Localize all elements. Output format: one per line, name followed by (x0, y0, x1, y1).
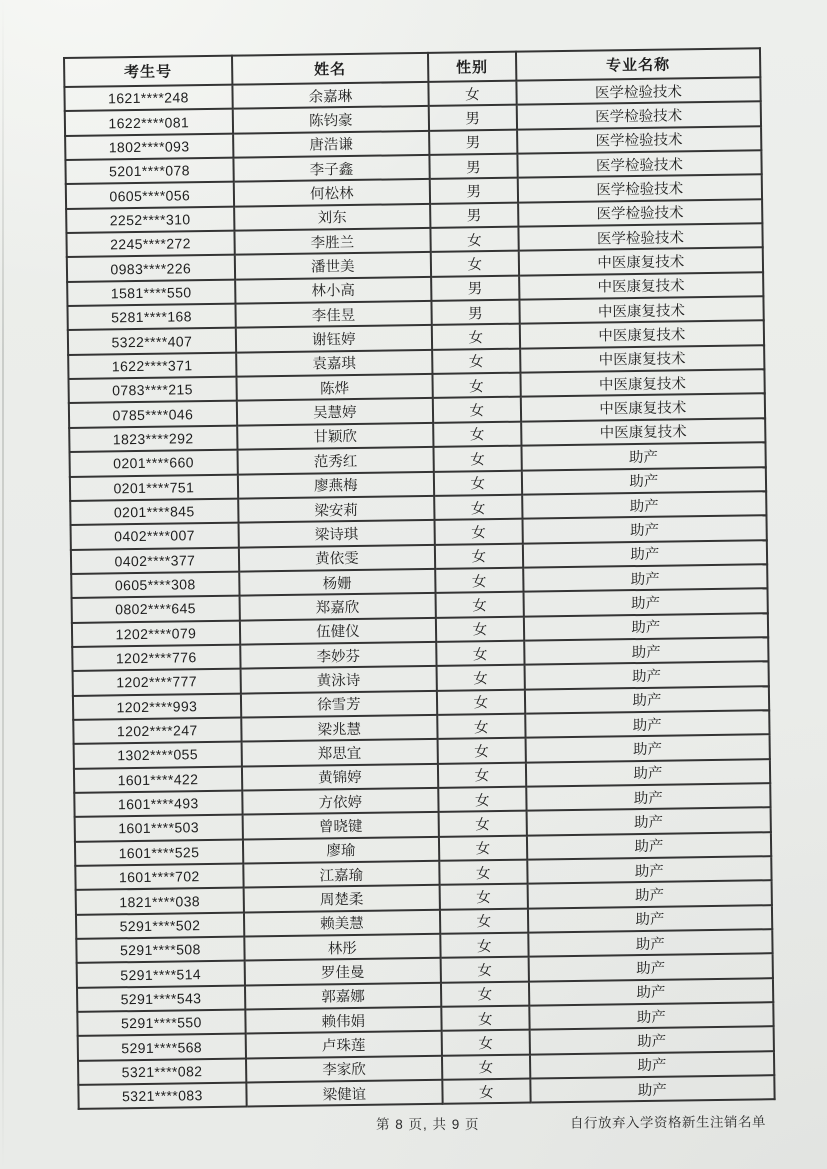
cell-gender: 女 (440, 908, 528, 934)
cell-gender: 男 (429, 105, 517, 131)
cell-gender: 男 (430, 178, 518, 204)
cell-name: 李子鑫 (233, 155, 430, 182)
cell-major: 中医康复技术 (520, 394, 765, 422)
cell-name: 江嘉瑜 (243, 861, 440, 888)
cell-candidate-no: 0402****377 (71, 547, 239, 574)
cell-candidate-no: 5291****543 (77, 985, 245, 1012)
cell-gender: 男 (430, 202, 518, 228)
table-body (64, 77, 774, 1109)
cell-gender: 男 (429, 129, 517, 155)
cell-candidate-no: 2252****310 (66, 206, 234, 233)
cell-name: 李佳昱 (235, 301, 432, 328)
cell-gender: 男 (431, 300, 519, 326)
cell-candidate-no: 1601****525 (75, 839, 243, 866)
cell-gender: 女 (437, 714, 525, 740)
cell-gender: 女 (439, 835, 527, 861)
cell-major: 中医康复技术 (518, 248, 763, 276)
cell-major: 助产 (527, 856, 772, 884)
cell-gender: 男 (431, 275, 519, 301)
cell-candidate-no: 2245****272 (66, 231, 234, 258)
cell-major: 助产 (524, 661, 769, 689)
cell-gender: 女 (434, 494, 522, 520)
cell-major: 助产 (529, 978, 774, 1006)
cell-name: 罗佳曼 (244, 958, 441, 985)
cell-name: 郭嘉娜 (245, 983, 442, 1010)
cell-major: 中医康复技术 (519, 296, 764, 324)
cell-name: 袁嘉琪 (236, 350, 433, 377)
cell-major: 助产 (522, 515, 767, 543)
cell-gender: 女 (441, 981, 529, 1007)
cell-name: 刘东 (234, 204, 431, 231)
cell-candidate-no: 0783****215 (68, 377, 236, 404)
cell-major: 助产 (523, 564, 768, 592)
cell-major: 助产 (529, 1002, 774, 1030)
cell-candidate-no: 0201****845 (70, 498, 238, 525)
cell-name: 余嘉琳 (232, 82, 429, 109)
cell-candidate-no: 5281****168 (67, 304, 235, 331)
cell-candidate-no: 5321****083 (78, 1083, 246, 1110)
cell-name: 郑嘉欣 (239, 593, 436, 620)
cell-major: 助产 (527, 881, 772, 909)
cell-major: 中医康复技术 (519, 272, 764, 300)
cell-major: 助产 (530, 1075, 775, 1103)
cell-candidate-no: 0605****308 (71, 571, 239, 598)
cell-name: 梁兆慧 (241, 715, 438, 742)
document-title: 自行放弃入学资格新生注销名单 (569, 1114, 767, 1131)
cell-gender: 女 (433, 397, 521, 423)
cell-gender: 女 (442, 1079, 530, 1105)
cell-major: 助产 (523, 540, 768, 568)
cell-major: 助产 (524, 637, 769, 665)
cell-major: 助产 (525, 734, 770, 762)
cell-major: 中医康复技术 (520, 345, 765, 373)
cell-gender: 女 (431, 251, 519, 277)
cell-gender: 女 (436, 616, 524, 642)
cell-candidate-no: 1581****550 (67, 279, 235, 306)
cell-name: 曾晓键 (242, 812, 439, 839)
cell-candidate-no: 1601****493 (74, 791, 242, 818)
cell-name: 陈烨 (236, 374, 433, 401)
cell-gender: 女 (440, 884, 528, 910)
cell-candidate-no: 1202****993 (73, 693, 241, 720)
cell-candidate-no: 1302****055 (74, 742, 242, 769)
cell-name: 梁诗琪 (238, 520, 435, 547)
cell-name: 徐雪芳 (241, 690, 438, 717)
cell-candidate-no: 5321****082 (78, 1058, 246, 1085)
cell-candidate-no: 1802****093 (65, 133, 233, 160)
cell-name: 林彤 (244, 934, 441, 961)
cell-candidate-no: 5322****407 (68, 328, 236, 355)
cell-candidate-no: 1601****702 (75, 864, 243, 891)
cell-gender: 女 (442, 1054, 530, 1080)
cell-gender: 女 (437, 689, 525, 715)
cell-gender: 女 (439, 860, 527, 886)
cell-gender: 女 (435, 568, 523, 594)
cell-gender: 女 (435, 543, 523, 569)
cell-major: 助产 (528, 954, 773, 982)
cell-major: 医学检验技术 (517, 150, 762, 178)
cell-major: 助产 (525, 710, 770, 738)
cell-candidate-no: 5291****502 (76, 912, 244, 939)
cell-gender: 女 (433, 446, 521, 472)
cell-major: 医学检验技术 (517, 175, 762, 203)
cell-name: 李胜兰 (234, 228, 431, 255)
cell-gender: 女 (434, 470, 522, 496)
page-indicator: 第 8 页, 共 9 页 (376, 1117, 480, 1132)
cell-gender: 女 (436, 641, 524, 667)
cell-major: 助产 (526, 783, 771, 811)
col-header-major: 专业名称 (516, 48, 761, 80)
cell-major: 医学检验技术 (518, 223, 763, 251)
cell-major: 助产 (522, 491, 767, 519)
cell-candidate-no: 0402****007 (71, 523, 239, 550)
cell-major: 医学检验技术 (518, 199, 763, 227)
cell-major: 助产 (528, 929, 773, 957)
cell-major: 助产 (523, 588, 768, 616)
cell-candidate-no: 1202****777 (73, 669, 241, 696)
cell-major: 中医康复技术 (521, 418, 766, 446)
cell-major: 助产 (530, 1051, 775, 1079)
cell-gender: 女 (438, 787, 526, 813)
cell-gender: 女 (435, 519, 523, 545)
cell-name: 赖美慧 (244, 910, 441, 937)
cell-candidate-no: 1621****248 (64, 85, 232, 112)
student-roster-table (63, 47, 776, 1110)
cell-major: 助产 (526, 808, 771, 836)
cell-candidate-no: 1202****776 (72, 644, 240, 671)
cell-major: 助产 (525, 686, 770, 714)
cell-name: 梁健谊 (246, 1080, 443, 1107)
cell-candidate-no: 1622****081 (65, 109, 233, 136)
cell-name: 黄锦婷 (242, 763, 439, 790)
cell-gender: 女 (432, 348, 520, 374)
cell-gender: 女 (433, 421, 521, 447)
cell-major: 助产 (524, 613, 769, 641)
cell-candidate-no: 0605****056 (66, 182, 234, 209)
cell-major: 医学检验技术 (517, 126, 762, 154)
cell-name: 李妙芬 (240, 642, 437, 669)
cell-major: 助产 (521, 442, 766, 470)
cell-candidate-no: 5201****078 (65, 158, 233, 185)
cell-gender: 女 (437, 665, 525, 691)
cell-name: 林小高 (235, 277, 432, 304)
cell-name: 陈钧豪 (232, 106, 429, 133)
cell-name: 黄泳诗 (240, 666, 437, 693)
cell-name: 廖燕梅 (238, 471, 435, 498)
cell-candidate-no: 0983****226 (67, 255, 235, 282)
cell-gender: 女 (428, 81, 516, 107)
cell-gender: 女 (440, 933, 528, 959)
cell-name: 梁安莉 (238, 496, 435, 523)
cell-name: 甘颖欣 (237, 423, 434, 450)
cell-name: 廖瑜 (243, 836, 440, 863)
cell-gender: 女 (436, 592, 524, 618)
cell-gender: 女 (432, 324, 520, 350)
cell-name: 潘世美 (235, 252, 432, 279)
cell-candidate-no: 5291****550 (77, 1010, 245, 1037)
cell-name: 周楚柔 (243, 885, 440, 912)
cell-name: 卢珠莲 (245, 1031, 442, 1058)
cell-candidate-no: 5291****514 (77, 961, 245, 988)
cell-name: 李家欣 (246, 1056, 443, 1083)
cell-candidate-no: 5291****568 (78, 1034, 246, 1061)
cell-candidate-no: 0802****645 (72, 596, 240, 623)
cell-gender: 女 (439, 811, 527, 837)
cell-candidate-no: 1601****503 (75, 815, 243, 842)
cell-candidate-no: 1202****247 (73, 718, 241, 745)
cell-candidate-no: 1601****422 (74, 766, 242, 793)
cell-name: 杨姗 (239, 569, 436, 596)
cell-gender: 女 (442, 1030, 530, 1056)
col-header-gender: 性别 (428, 52, 516, 82)
cell-candidate-no: 5291****508 (76, 937, 244, 964)
cell-candidate-no: 1202****079 (72, 620, 240, 647)
cell-name: 谢钰婷 (236, 325, 433, 352)
cell-candidate-no: 0201****751 (70, 474, 238, 501)
cell-gender: 女 (441, 957, 529, 983)
cell-major: 中医康复技术 (520, 369, 765, 397)
cell-gender: 女 (441, 1006, 529, 1032)
cell-name: 黄依雯 (239, 544, 436, 571)
cell-name: 唐浩谦 (233, 131, 430, 158)
cell-name: 吴慧婷 (237, 398, 434, 425)
cell-gender: 女 (432, 373, 520, 399)
cell-name: 伍健仪 (240, 617, 437, 644)
cell-gender: 男 (429, 154, 517, 180)
cell-major: 助产 (527, 832, 772, 860)
cell-major: 助产 (526, 759, 771, 787)
cell-name: 郑思宜 (241, 739, 438, 766)
cell-candidate-no: 1821****038 (76, 888, 244, 915)
cell-name: 范秀红 (237, 447, 434, 474)
cell-major: 中医康复技术 (519, 321, 764, 349)
cell-candidate-no: 1622****371 (68, 352, 236, 379)
cell-candidate-no: 0785****046 (69, 401, 237, 428)
cell-major: 助产 (529, 1027, 774, 1055)
cell-gender: 女 (430, 227, 518, 253)
col-header-candidate-no: 考生号 (64, 56, 232, 87)
cell-gender: 女 (438, 738, 526, 764)
cell-major: 助产 (522, 467, 767, 495)
cell-major: 助产 (528, 905, 773, 933)
cell-major: 医学检验技术 (516, 102, 761, 130)
cell-gender: 女 (438, 762, 526, 788)
cell-candidate-no: 1823****292 (69, 425, 237, 452)
cell-major: 医学检验技术 (516, 77, 761, 105)
col-header-name: 姓名 (232, 53, 429, 85)
student-roster-table-wrap (63, 47, 776, 1110)
cell-name: 何松林 (233, 179, 430, 206)
cell-name: 赖伟娟 (245, 1007, 442, 1034)
cell-name: 方依婷 (242, 788, 439, 815)
cell-candidate-no: 0201****660 (70, 450, 238, 477)
